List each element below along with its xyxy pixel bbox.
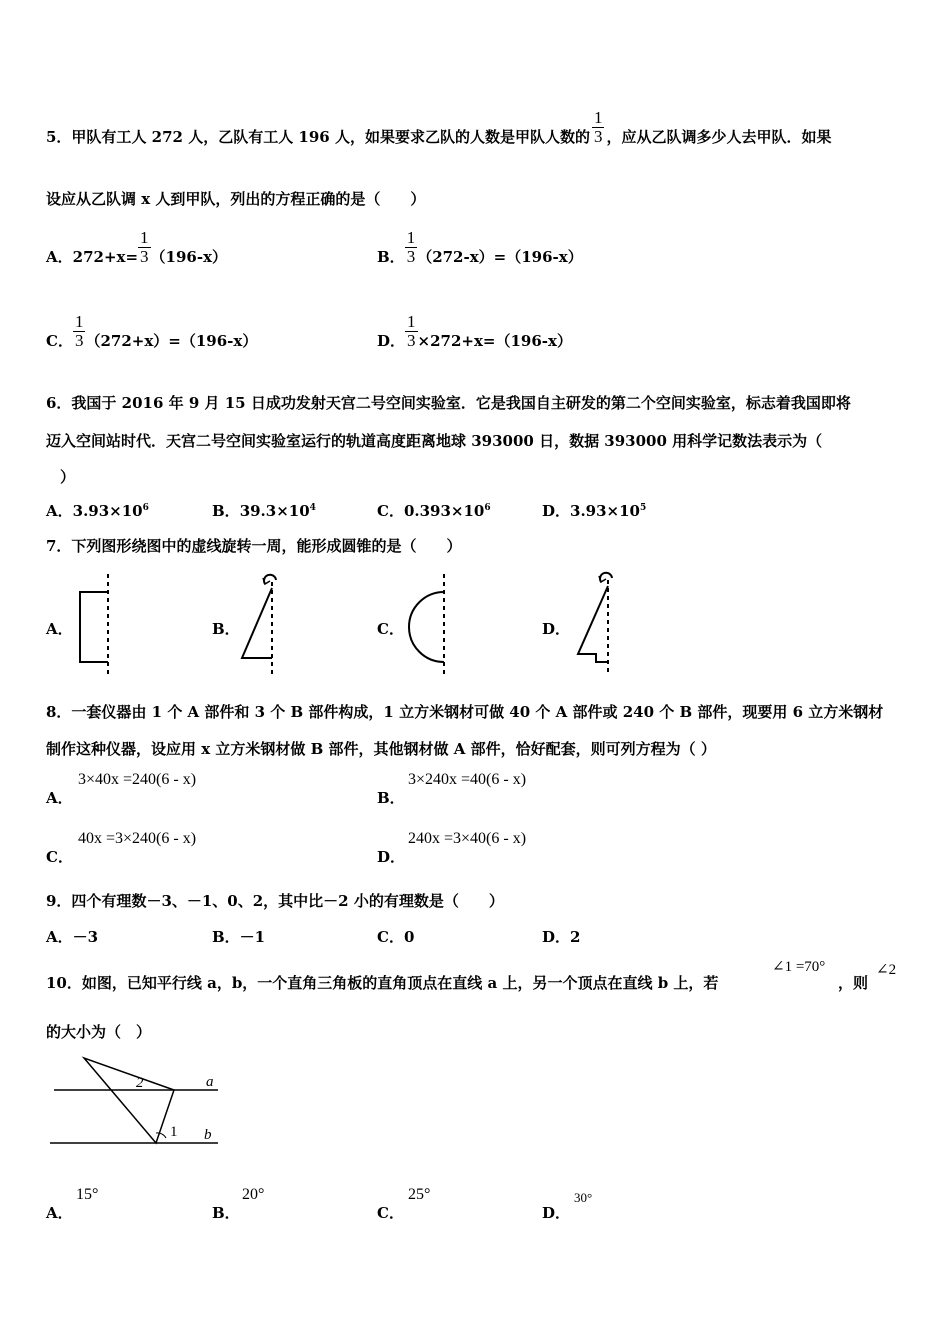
q5-option-a[interactable]: A．272+x= $\frac{1}{3}$ （196-x） [46,227,228,266]
q6-option-d[interactable]: D．$3.93\times 10^5$ [542,502,647,520]
q5-option-c[interactable]: C． $\frac{1}{3}$ （272+x）=（196-x） [46,311,258,350]
q5-option-a-fraction: $\frac{1}{3}$ [140,227,149,266]
q10-label-2: 2 [136,1075,144,1091]
q6-option-b[interactable]: B．$39.3\times 10^4$ [212,502,316,520]
q8-stem-line2: 制作这种仪器，设应用 x 立方米钢材做 B 部件，其他钢材做 A 部件，恰好配套，则可列方程为（ ） [46,740,716,758]
q6-stem-line3: ） [60,468,76,486]
q5-stem-fraction: $\frac{1}{3}$ [593,107,603,146]
q9-option-d[interactable]: D．2 [542,928,581,946]
q10-figure [46,1050,226,1150]
q8-option-c-equation: 40x =3×240(6 - x) [78,830,197,847]
q10-stem-line1a: 10．如图，已知平行线 a，b，一个直角三角板的直角顶点在直线 a 上，另一个顶点在直线 b 上，若 [46,974,719,992]
q10-angle2: ∠2 [876,962,897,978]
q9-option-a[interactable]: A．－3 [46,928,99,946]
q10-option-c-label[interactable]: C． [377,1204,404,1222]
q6-stem-line1: 6．我国于 2016 年 9 月 15 日成功发射天宫二号空间实验室．它是我国自主研发的第二个空间实验室，标志着我国即将 [46,394,851,412]
q7-option-b-label[interactable]: B． [212,620,240,638]
q10-option-b-value: 20° [242,1186,265,1203]
q7-figure-b [232,568,292,680]
q5-option-d[interactable]: D． $\frac{1}{3}$ ×272+x=（196-x） [377,311,572,350]
q10-triangle [84,1058,174,1143]
q10-angle1: ∠1 =70° [772,959,826,975]
q7-figure-a [72,570,122,680]
q6-stem-line2: 迈入空间站时代．天宫二号空间实验室运行的轨道高度距离地球 393000 日，数据 393000 用科学记数法表示为（ [46,432,823,450]
q7-figure-d [566,566,626,680]
q10-option-c-value: 25° [408,1186,431,1203]
q5-stem-line2: 设应从乙队调 x 人到甲队，列出的方程正确的是（ ） [46,190,426,208]
q8-option-d-equation: 240x =3×40(6 - x) [408,830,527,847]
q9-option-b[interactable]: B．－1 [212,928,266,946]
q8-stem-line1: 8．一套仪器由 1 个 A 部件和 3 个 B 部件构成，1 立方米钢材可做 40 个 A 部件或 240 个 B 部件，现要用 6 立方米钢材 [46,703,884,721]
q5-stem-text-b: ，应从乙队调多少人去甲队．如果 [606,128,832,146]
q6-option-a[interactable]: A．$3.93\times 10^6$ [46,502,149,520]
q5-stem-line1 [46,107,832,147]
q8-option-c-label[interactable]: C． [46,848,73,866]
q7-option-d-label[interactable]: D． [542,620,571,638]
q10-option-d-label[interactable]: D． [542,1204,571,1222]
q10-label-b: b [204,1127,212,1143]
q10-option-d-value: 30° [574,1190,593,1205]
q10-label-a: a [206,1074,214,1090]
q5-stem-text-a: 5．甲队有工人 272 人，乙队有工人 196 人，如果要求乙队的人数是甲队人数的 [46,128,590,146]
q7-option-c-label[interactable]: C． [377,620,404,638]
q5-option-c-fraction: $\frac{1}{3}$ [74,311,84,350]
q10-stem-line2: 的大小为（ ） [46,1023,152,1041]
q5-option-b[interactable]: B． $\frac{1}{3}$ （272-x）=（196-x） [377,227,583,266]
q8-option-a-label[interactable]: A． [46,789,73,807]
q8-option-a-equation: 3×40x =240(6 - x) [78,771,197,788]
q7-stem: 7．下列图形绕图中的虚线旋转一周，能形成圆锥的是（ ） [46,537,462,555]
q10-option-b-label[interactable]: B． [212,1204,240,1222]
q8-option-b-label[interactable]: B． [377,789,405,807]
q10-label-1: 1 [170,1124,178,1140]
q10-option-a-value: 15° [76,1186,99,1203]
q9-option-c[interactable]: C．0 [377,928,415,946]
q8-option-d-label[interactable]: D． [377,848,406,866]
q5-option-d-fraction: $\frac{1}{3}$ [407,311,416,350]
q5-option-b-fraction: $\frac{1}{3}$ [406,227,416,266]
q10-stem-line1b: ，则 [838,974,869,992]
q8-option-b-equation: 3×240x =40(6 - x) [408,771,527,788]
q9-stem: 9．四个有理数－3、－1、0、2，其中比－2 小的有理数是（ ） [46,892,504,910]
q6-option-c[interactable]: C．$0.393\times 10^6$ [377,502,491,520]
q10-option-a-label[interactable]: A． [46,1204,73,1222]
q7-figure-c [400,570,460,680]
q7-option-a-label[interactable]: A． [46,620,73,638]
